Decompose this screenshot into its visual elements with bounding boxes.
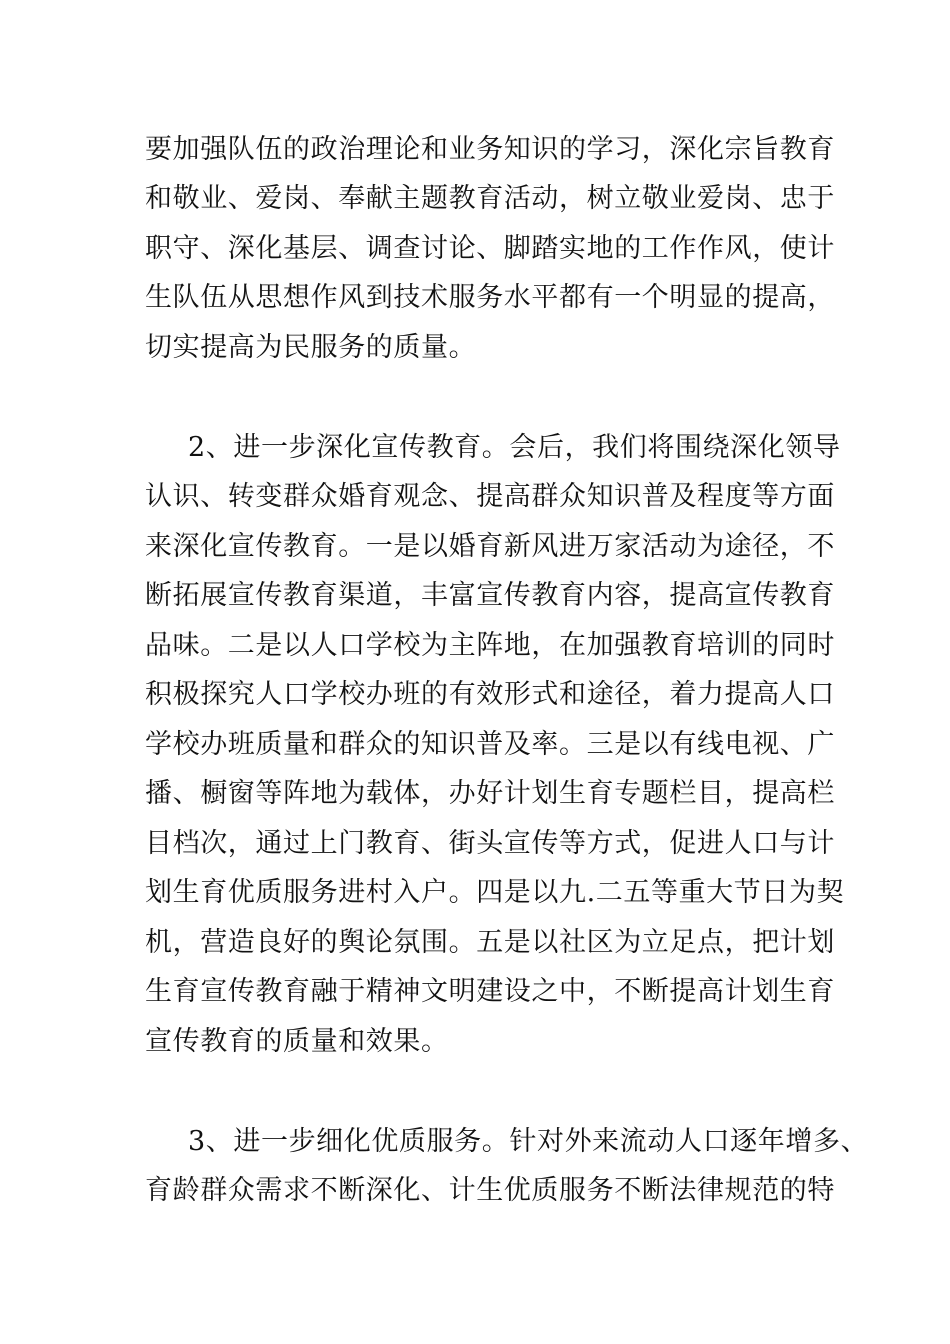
text-line: 机，营造良好的舆论氛围。五是以社区为立足点，把计划 bbox=[145, 927, 835, 958]
text-line: 2、进一步深化宣传教育。会后，我们将围绕深化领导 bbox=[188, 432, 841, 463]
text-line: 职守、深化基层、调查讨论、脚踏实地的工作作风，使计 bbox=[145, 233, 835, 264]
text-line: 育龄群众需求不断深化、计生优质服务不断法律规范的特 bbox=[145, 1175, 835, 1206]
text-line: 认识、转变群众婚育观念、提高群众知识普及程度等方面 bbox=[145, 481, 835, 512]
text-line: 3、进一步细化优质服务。针对外来流动人口逐年增多、 bbox=[188, 1126, 869, 1157]
text-line: 生育宣传教育融于精神文明建设之中，不断提高计划生育 bbox=[145, 976, 835, 1007]
text-line: 播、橱窗等阵地为载体，办好计划生育专题栏目，提高栏 bbox=[145, 778, 835, 809]
text-line: 要加强队伍的政治理论和业务知识的学习，深化宗旨教育 bbox=[145, 134, 835, 165]
text-line: 来深化宣传教育。一是以婚育新风进万家活动为途径，不 bbox=[145, 531, 835, 562]
text-line: 积极探究人口学校办班的有效形式和途径，着力提高人口 bbox=[145, 679, 835, 710]
text-line: 划生育优质服务进村入户。四是以九.二五等重大节日为契 bbox=[145, 877, 845, 908]
text-line: 宣传教育的质量和效果。 bbox=[145, 1026, 449, 1057]
text-line: 切实提高为民服务的质量。 bbox=[145, 332, 477, 363]
text-line: 和敬业、爱岗、奉献主题教育活动，树立敬业爱岗、忠于 bbox=[145, 183, 835, 214]
text-line: 生队伍从思想作风到技术服务水平都有一个明显的提高， bbox=[145, 282, 835, 313]
text-line: 目档次，通过上门教育、街头宣传等方式，促进人口与计 bbox=[145, 828, 835, 859]
text-line: 品味。二是以人口学校为主阵地，在加强教育培训的同时 bbox=[145, 630, 835, 661]
text-line: 断拓展宣传教育渠道，丰富宣传教育内容，提高宣传教育 bbox=[145, 580, 835, 611]
text-line: 学校办班质量和群众的知识普及率。三是以有线电视、广 bbox=[145, 729, 835, 760]
